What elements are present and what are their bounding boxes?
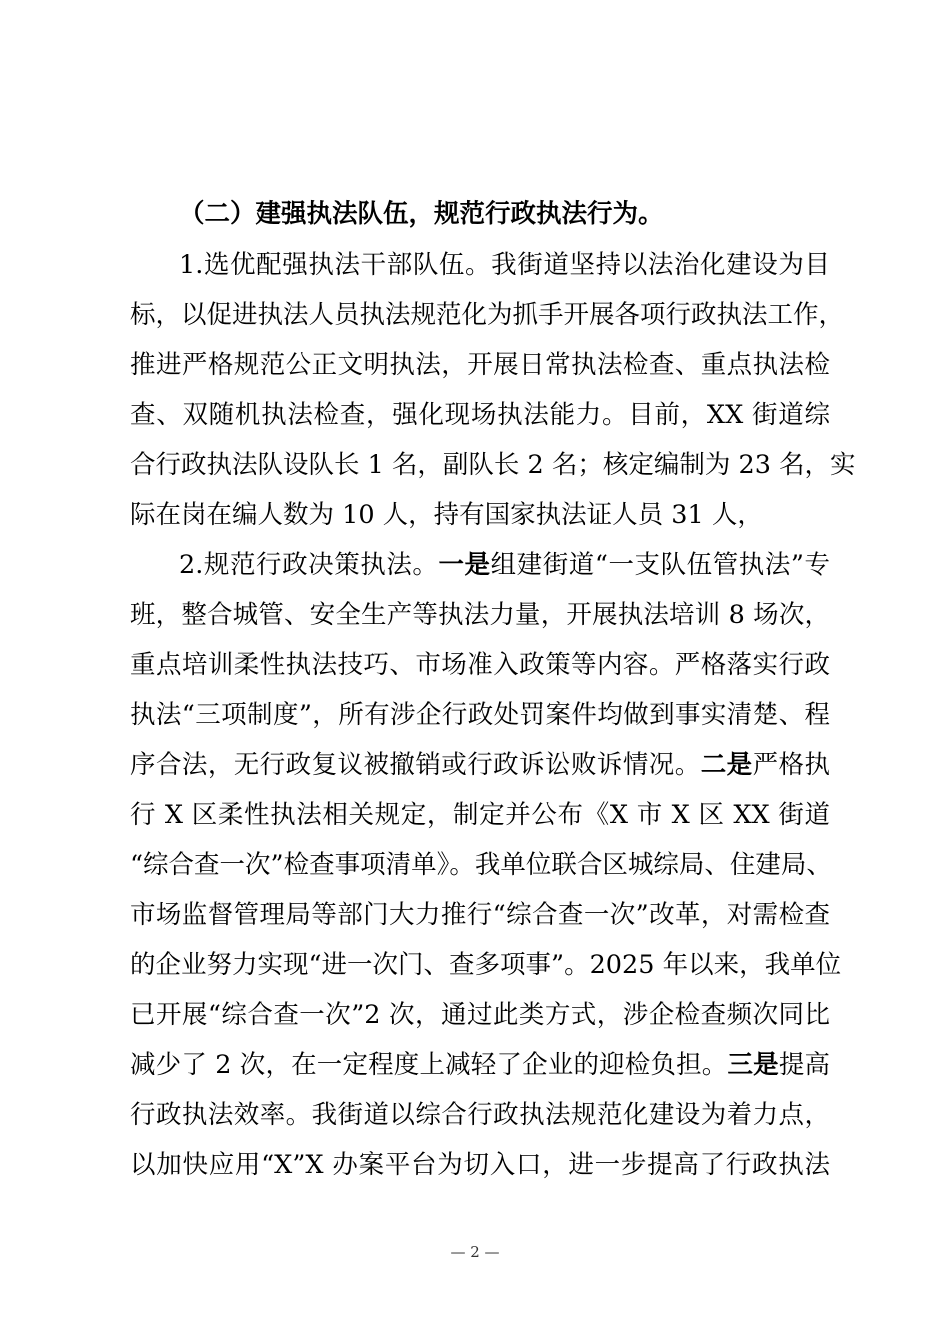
paragraph-line: 标，以促进执法人员执法规范化为抓手开展各项行政执法工作， (130, 300, 845, 330)
bold-marker: 二是 (700, 750, 753, 780)
paragraph-line: 推进严格规范公正文明执法，开展日常执法检查、重点执法检 (130, 350, 830, 380)
line-text: 2.规范行政决策执法。 (179, 550, 439, 580)
line-text: 减少了 2 次，在一定程度上减轻了企业的迎检负担。 (130, 1050, 728, 1080)
paragraph-line: 行政执法效率。我街道以综合行政执法规范化建设为着力点， (130, 1100, 830, 1130)
paragraph-line: 1.选优配强执法干部队伍。我街道坚持以法治化建设为目 (179, 250, 830, 280)
line-text: 严格执 (752, 750, 830, 780)
paragraph-line: 市场监督管理局等部门大力推行“综合查一次”改革，对需检查 (130, 900, 830, 930)
paragraph-line (179, 549, 830, 581)
section-heading: （二）建强执法队伍，规范行政执法行为。 (179, 199, 664, 229)
bold-marker: 一是 (438, 550, 491, 580)
paragraph-line: 重点培训柔性执法技巧、市场准入政策等内容。严格落实行政 (130, 650, 830, 680)
paragraph-line: 以加快应用“X”X 办案平台为切入口，进一步提高了行政执法 (130, 1150, 830, 1180)
paragraph-line (130, 1049, 830, 1081)
paragraph-line (130, 749, 830, 781)
page-number: — 2 — (450, 1243, 500, 1261)
paragraph-line: 已开展“综合查一次”2 次，通过此类方式，涉企检查频次同比 (130, 1000, 830, 1030)
paragraph-line: 班，整合城管、安全生产等执法力量，开展执法培训 8 场次， (130, 600, 830, 630)
paragraph-line: 的企业努力实现“进一次门、查多项事”。2025 年以来，我单位 (130, 950, 842, 980)
paragraph-line: 行 X 区柔性执法相关规定，制定并公布《X 市 X 区 XX 街道 (130, 800, 830, 830)
line-text: 序合法，无行政复议被撤销或行政诉讼败诉情况。 (130, 750, 701, 780)
paragraph-line: 执法“三项制度”，所有涉企行政处罚案件均做到事实清楚、程 (130, 700, 830, 730)
line-text: 组建街道“一支队伍管执法”专 (490, 550, 830, 580)
line-text: 提高 (778, 1050, 830, 1080)
paragraph-line: “综合查一次”检查事项清单》。我单位联合区城综局、住建局、 (130, 850, 832, 880)
bold-marker: 三是 (727, 1050, 779, 1080)
paragraph-line: 合行政执法队设队长 1 名，副队长 2 名；核定编制为 23 名，实 (130, 450, 856, 480)
paragraph-line: 查、双随机执法检查，强化现场执法能力。目前，XX 街道综 (130, 400, 830, 430)
paragraph-line: 际在岗在编人数为 10 人，持有国家执法证人员 31 人， (130, 500, 763, 530)
